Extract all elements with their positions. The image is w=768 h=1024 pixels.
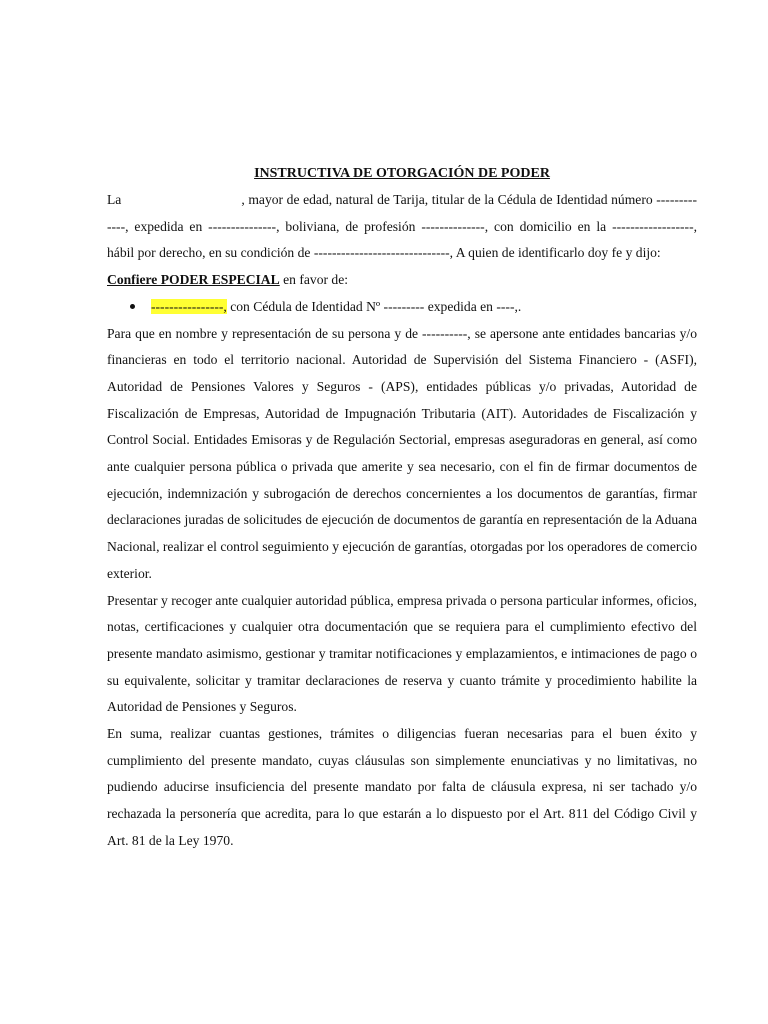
intro-start: La	[107, 192, 122, 207]
powers-paragraph-3: En suma, realizar cuantas gestiones, trámites o diligencias fueran necesarias para el buen éxito y cumplimiento del presente mandato, cuyas cláusulas son simplemente enunciativas y no limitativas, no pudiendo aducirse insuficiencia del presente mandato por falta de cláusula expresa, ni ser tachado y/o rechazada la personería que acredita, para lo que estarán a lo dispuesto por el Art. 811 del Código Civil y Art. 81 de la Ley 1970.	[107, 726, 697, 848]
intro-rest: , mayor de edad, natural de Tarija, titular de la Cédula de Identidad número -------------, expedida en ---------------, boliviana, de profesión --------------, con domicilio en la ------------------, hábil por derecho, en su condición de ------------------------------, A quien de identificarlo doy fe y dijo:	[107, 192, 697, 261]
attorney-bullet-item	[107, 294, 697, 321]
powers-paragraph-2: Presentar y recoger ante cualquier autoridad pública, empresa privada o persona particular informes, oficios, notas, certificaciones y cualquier otra documentación que se requiera para el cumplimiento efectivo del presente mandato asimismo, gestionar y tramitar notificaciones y emplazamientos, e intimaciones de pago o su equivalente, solicitar y tramitar declaraciones de reserva y cuanto trámite y procedimiento habilite la Autoridad de Pensiones y Seguros.	[107, 592, 697, 715]
document-title: INSTRUCTIVA DE OTORGACIÓN DE PODER	[254, 166, 550, 181]
confiere-line	[107, 267, 697, 294]
document-body	[107, 161, 697, 855]
attorney-details: con Cédula de Identidad Nº --------- expedida en ----,.	[226, 298, 522, 314]
intro-paragraph	[107, 187, 697, 267]
bullet-icon	[130, 304, 135, 309]
powers-paragraph-1: Para que en nombre y representación de su persona y de ----------, se apersone ante entidades bancarias y/o financieras en todo el territorio nacional. Autoridad de Supervisión del Sistema Financiero - (ASFI), Autoridad de Pensiones Valores y Seguros - (APS), entidades públicas y/o privadas, Autoridad de Fiscalización de Empresas, Autoridad de Impugnación Tributaria (AIT). Autoridades de Fiscalización y Control Social. Entidades Emisoras y de Regulación Sectorial, empresas aseguradoras en general, así como ante cualquier persona pública o privada que amerite y sea necesario, con el fin de firmar documentos de ejecución, indemnización y subrogación de derechos concernientes a los documentos de garantías, firmar declaraciones juradas de solicitudes de ejecución de documentos de garantía en representación de la Aduana Nacional, realizar el control seguimiento y ejecución de garantías, otorgadas por los operadores de comercio exterior.	[107, 325, 697, 581]
attorney-name-highlight: ----------------,	[151, 298, 227, 314]
confiere-rest: en favor de:	[279, 272, 349, 288]
confiere-heading: Confiere PODER ESPECIAL	[107, 272, 280, 288]
